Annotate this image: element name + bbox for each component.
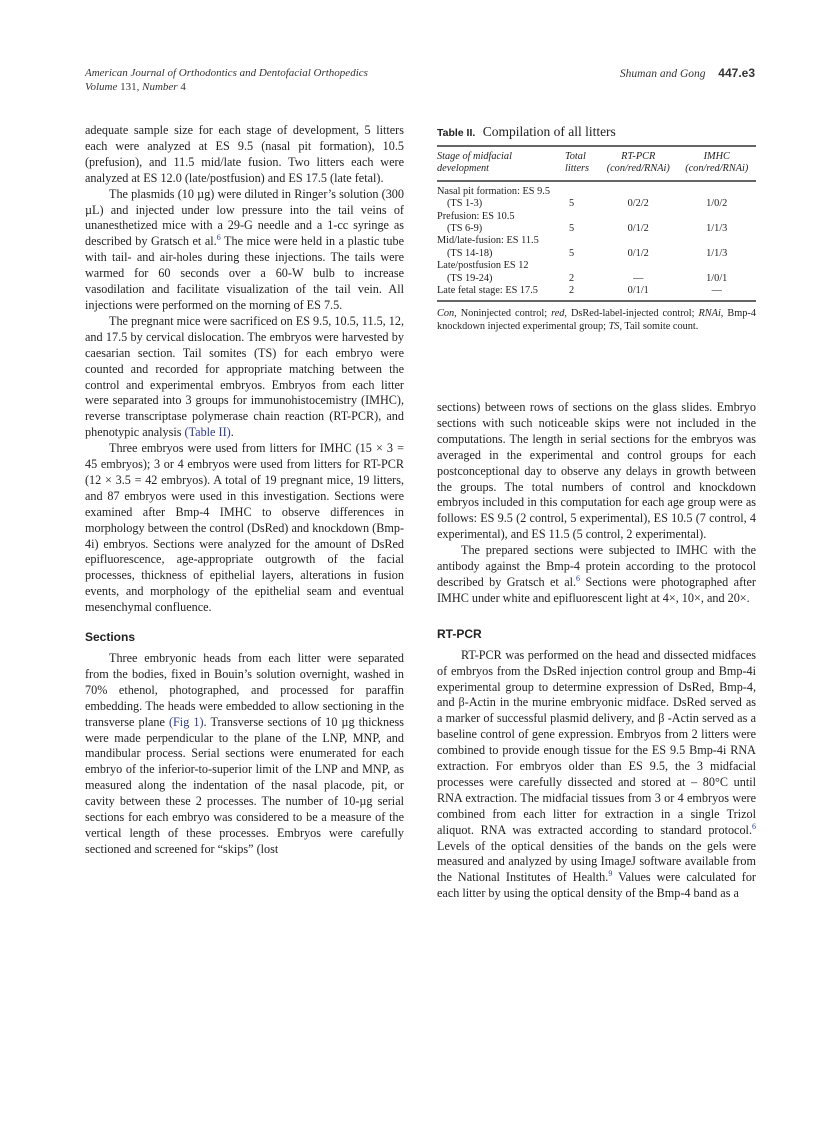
table-label: Table II. <box>437 127 476 139</box>
figure-link[interactable]: (Fig 1) <box>168 714 204 729</box>
header-total: Total litters <box>565 151 590 175</box>
table-caption: Compilation of all litters <box>482 124 616 139</box>
table-row: Prefusion: ES 10.5 (TS 6-9) 5 0/1/2 1/1/3 <box>437 210 728 235</box>
section-heading-sections: Sections <box>85 630 136 645</box>
table-header-rule <box>437 180 756 182</box>
paragraph: Three embryos were used from litters for IMHC (15 × 3 = 45 embryos); 3 or 4 embryos were used from litters for RT-PCR (12 × 3.5 = 42 embryos). A total of 19 pregnant mice, 19 litters, and 87 embryos were used in this investigation. Sections were examined after Bmp-4 IMHC to observe differences in morphology between the control (DsRed) and knockdown (Bmp-4i) embryos. Sections were analyzed for the amount of DsRed epifluorescence, age-appropriate outgrowth of the facial processes, thickness of epithelial layers, alterations in fusion events, and morphology of the epithelial seam and eventual mesenchymal confluence. <box>85 441 404 615</box>
paragraph: sections) between rows of sections on the glass slides. Embryo sections with such noticeable skips were not included in the computations. The length in serial sections for the embryos was averaged in the experimental and control groups for each postconceptional day to observe any delays in growth between the groups. The total numbers of control and knockdown embryos included in this computation for each age group were as follows: ES 9.5 (2 control, 5 experimental), ES 10.5 (7 control, 4 experimental), and ES 11.5 (5 control, 2 experimental). <box>437 400 756 542</box>
table-footnote: Con, Noninjected control; red, DsRed-label-injected control; RNAi, Bmp-4 knockdown injected experimental group; TS, Tail somite count. <box>437 308 756 333</box>
header-rtpcr: RT-PCR (con/red/RNAi) <box>606 151 670 175</box>
right-column <box>437 400 756 902</box>
paragraph: adequate sample size for each stage of development, 5 litters each were analyzed at ES 9.5 (nasal pit formation), 10.5 (prefusion), and 11.5 mid/late fusion. Two litters each were analyzed at ES 12.0 (late/postfusion) and ES 17.5 (late fetal). <box>85 123 404 185</box>
paragraph: The prepared sections were subjected to IMHC with the antibody against the Bmp-4 protein according to the protocol described by Gratsch et al.$^6$ Sections were photographed after IMHC under white and epifluorescent light at 4×, 10×, and 20×. <box>437 543 756 605</box>
author-page <box>620 66 755 81</box>
left-column <box>85 123 404 858</box>
journal-name: American Journal of Orthodontics and Dentofacial Orthopedics <box>85 67 368 79</box>
table-row: Late fetal stage: ES 17.5 2 0/1/1 — <box>437 285 722 297</box>
header-imhc: IMHC (con/red/RNAi) <box>685 151 749 175</box>
reference-citation[interactable]: 6 <box>216 233 221 243</box>
header-stage: Stage of midfacial development <box>437 151 512 175</box>
journal-info <box>85 66 368 94</box>
paragraph: Three embryonic heads from each litter were separated from the bodies, fixed in Bouin’s solution overnight, washed in 70% ethenol, photographed, and processed for paraffin embedding. The heads were embedded to allow sectioning in the transverse plane (Fig 1). Transverse sections of 10 µg thickness were made perpendicular to the plane of the LNP, MNP, and mandibular process. Serial sections were enumerated for each embryo of the inferior-to-superior limit of the LNP and MNP, as measured along the indentation of the nasal placode, pit, or cavity between these 2 processes. The number of 10-µg serial sections for each embryo was considered to be a measure of the vertical length of these processes. Embryos were carefully sectioned and screened for “skips” (lost <box>85 651 404 856</box>
volume-number: Volume 131, Number 4 <box>85 81 186 93</box>
table-title <box>437 124 756 140</box>
table-ii <box>437 124 756 333</box>
paragraph: The pregnant mice were sacrificed on ES 9.5, 10.5, 11.5, 12, and 17.5 by cervical dislocation. The embryos were harvested by caesarian section. Tail somites (TS) for each embryo were counted and recorded for appropriate matching between the control and experimental embryos. Embryos from each litter were separated into 3 groups for immunohistocemistry (IMHC), reverse transcriptase polymerase chain reaction (RT-PCR), and phenotypic analysis (Table II). <box>85 313 405 440</box>
table-row: Mid/late-fusion: ES 11.5 (TS 14-18) 5 0/1/2 1/1/3 <box>437 235 728 259</box>
reference-citation[interactable]: 6 <box>576 573 581 583</box>
paragraph: The plasmids (10 µg) were diluted in Ringer’s solution (300 µL) and injected under low pressure into the tail veins of unanesthetized mice with a 29-G needle and a 1-cc syringe as described by Gratsch et al.$^6$ The mice were held in a plastic tube with tail- and air-holes during these injections. The tails were warmed for 60 seconds over a 60-W bulb to increase vasodilation and facilitate visualization of the tail vein. All injections were performed on the morning of ES 7.5. <box>85 186 404 312</box>
paragraph: RT-PCR was performed on the head and dissected midfaces of embryos from the DsRed injection control group and Bmp-4i experimental group to determine expression of DsRed, Bmp-4, and β-Actin in the murine embryonic midface. DsRed served as a marker of successful plasmid delivery, and β -Actin served as a baseline control of gene expression. Embryos from 2 litters were combined to provide enough tissue for the ES 9.5 Bmp-4i RNA extraction. For embryos older than ES 9.5, the 3 midfacial processes were carefully dissected and stored at – 80°C until RNA extraction. The midfacial tissues from 3 or 4 embryos were combined from each litter for extraction in a single Trizol aliquot. RNA was extracted according to standard protocol.$^6$ Levels of the optical densities of the bands on the gels were measured and analyzed by using ImageJ software available from the National Institutes of Health.$^9$ Values were calculated for each litter by using the optical density of the Bmp-4 band as a <box>437 647 756 901</box>
table-header-row <box>437 147 756 180</box>
reference-citation[interactable]: 6 <box>752 821 756 831</box>
litters-table <box>437 147 756 300</box>
table-bottom-rule <box>437 300 756 302</box>
table-row: Late/postfusion ES 12 (TS 19-24) 2 — 1/0/1 <box>437 260 728 284</box>
running-authors: Shuman and Gong <box>619 68 706 80</box>
table-link[interactable]: (Table II) <box>184 425 231 440</box>
reference-citation[interactable]: 9 <box>608 869 613 879</box>
page-number: 447.e3 <box>718 66 755 80</box>
table-row: Nasal pit formation: ES 9.5 (TS 1-3) 5 0/2/2 1/0/2 <box>437 185 728 210</box>
section-heading-rtpcr: RT-PCR <box>437 626 482 641</box>
